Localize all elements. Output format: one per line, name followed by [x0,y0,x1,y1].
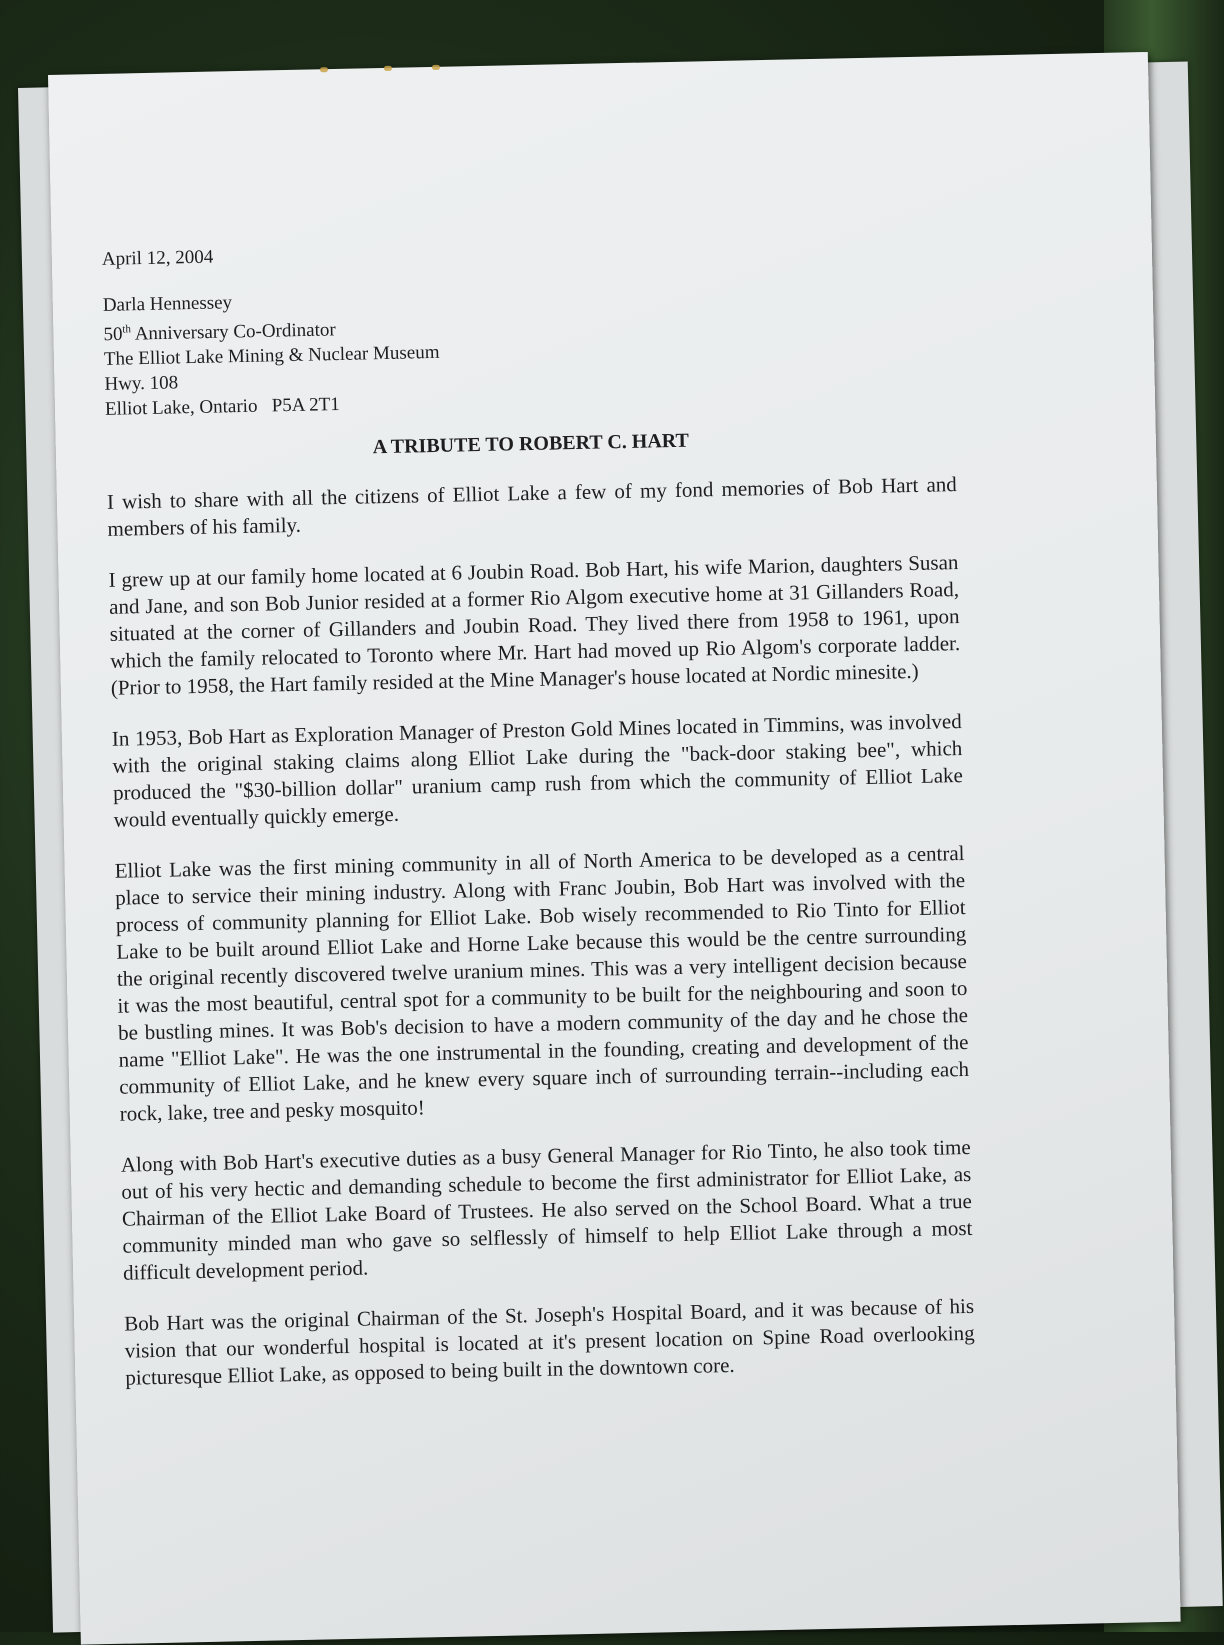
paragraph: Elliot Lake was the first mining community in all of North America to be developed as a central place to service their mining industry. Along with Franc Joubin, Bob Hart was involved with the process of community planning for Elliot Lake. Bob wisely recommended to Rio Tinto for Elliot Lake to be built around Elliot Lake and Horne Lake because this would be the centre surrounding the original recently discovered twelve uranium mines. This was a very intelligent decision because it was the most beautiful, central spot for a community to be built for the neighbouring and soon to be bustling mines. It was Bob's decision to have a modern community of the day and he chose the name "Elliot Lake". He was the one instrumental in the founding, creating and development of the community of Elliot Lake, and he knew every square inch of surrounding terrain--including each rock, lake, tree and pesky mosquito! [114,841,970,1127]
letter-body [102,228,976,1416]
letter-title: A TRIBUTE TO ROBERT C. HART [372,429,690,459]
paragraph: Along with Bob Hart's executive duties as a busy General Manager for Rio Tinto, he also took time out of his very hectic and demanding schedule to become the first administrator for Elliot Lake, as Chairman of the Elliot Lake Board of Trustees. He also served on the School Board. What a true community minded man who gave so selflessly of himself to help Elliot Lake through a most difficult development period. [120,1135,973,1286]
recipient-name: Darla Hennessey [102,292,233,316]
recipient-street: Hwy. 108 [104,372,179,396]
recipient-city: Elliot Lake, Ontario P5A 2T1 [104,394,341,421]
staple-marks [320,64,460,75]
paragraph: I wish to share with all the citizens of Elliot Lake a few of my fond memories of Bob Hart and members of his family. [106,472,958,542]
paragraph: In 1953, Bob Hart as Exploration Manager of Preston Gold Mines located in Timmins, was involved with the original staking claims along Elliot Lake during the "back-door staking bee", which produced the "$30-billion dollar" uranium camp rush from which the community of Elliot Lake would eventually quickly emerge. [111,709,964,833]
recipient-address [103,275,956,422]
paragraph: Bob Hart was the original Chairman of the St. Joseph's Hospital Board, and it was because of his vision that our wonderful hospital is located at it's present location on Spine Road overlooking picturesque Elliot Lake, as opposed to being built in the downtown core. [123,1294,975,1390]
paragraph: I grew up at our family home located at 6 Joubin Road. Bob Hart, his wife Marion, daughters Susan and Jane, and son Bob Junior resided at a former Rio Algom executive home at 31 Gillanders Road, situated at the corner of Gillanders and Joubin Road. They lived there from 1958 to 1961, upon which the family relocated to Toronto where Mr. Hart had moved up Rio Algom's corporate ladder. (Prior to 1958, the Hart family resided at the Mine Manager's house located at Nordic minesite.) [108,550,961,701]
letter-date: April 12, 2004 [101,246,214,270]
recipient-role: 50th Anniversary Co-Ordinator [103,319,336,346]
letter-page [48,52,1181,1645]
recipient-organization: The Elliot Lake Mining & Nuclear Museum [103,342,440,371]
